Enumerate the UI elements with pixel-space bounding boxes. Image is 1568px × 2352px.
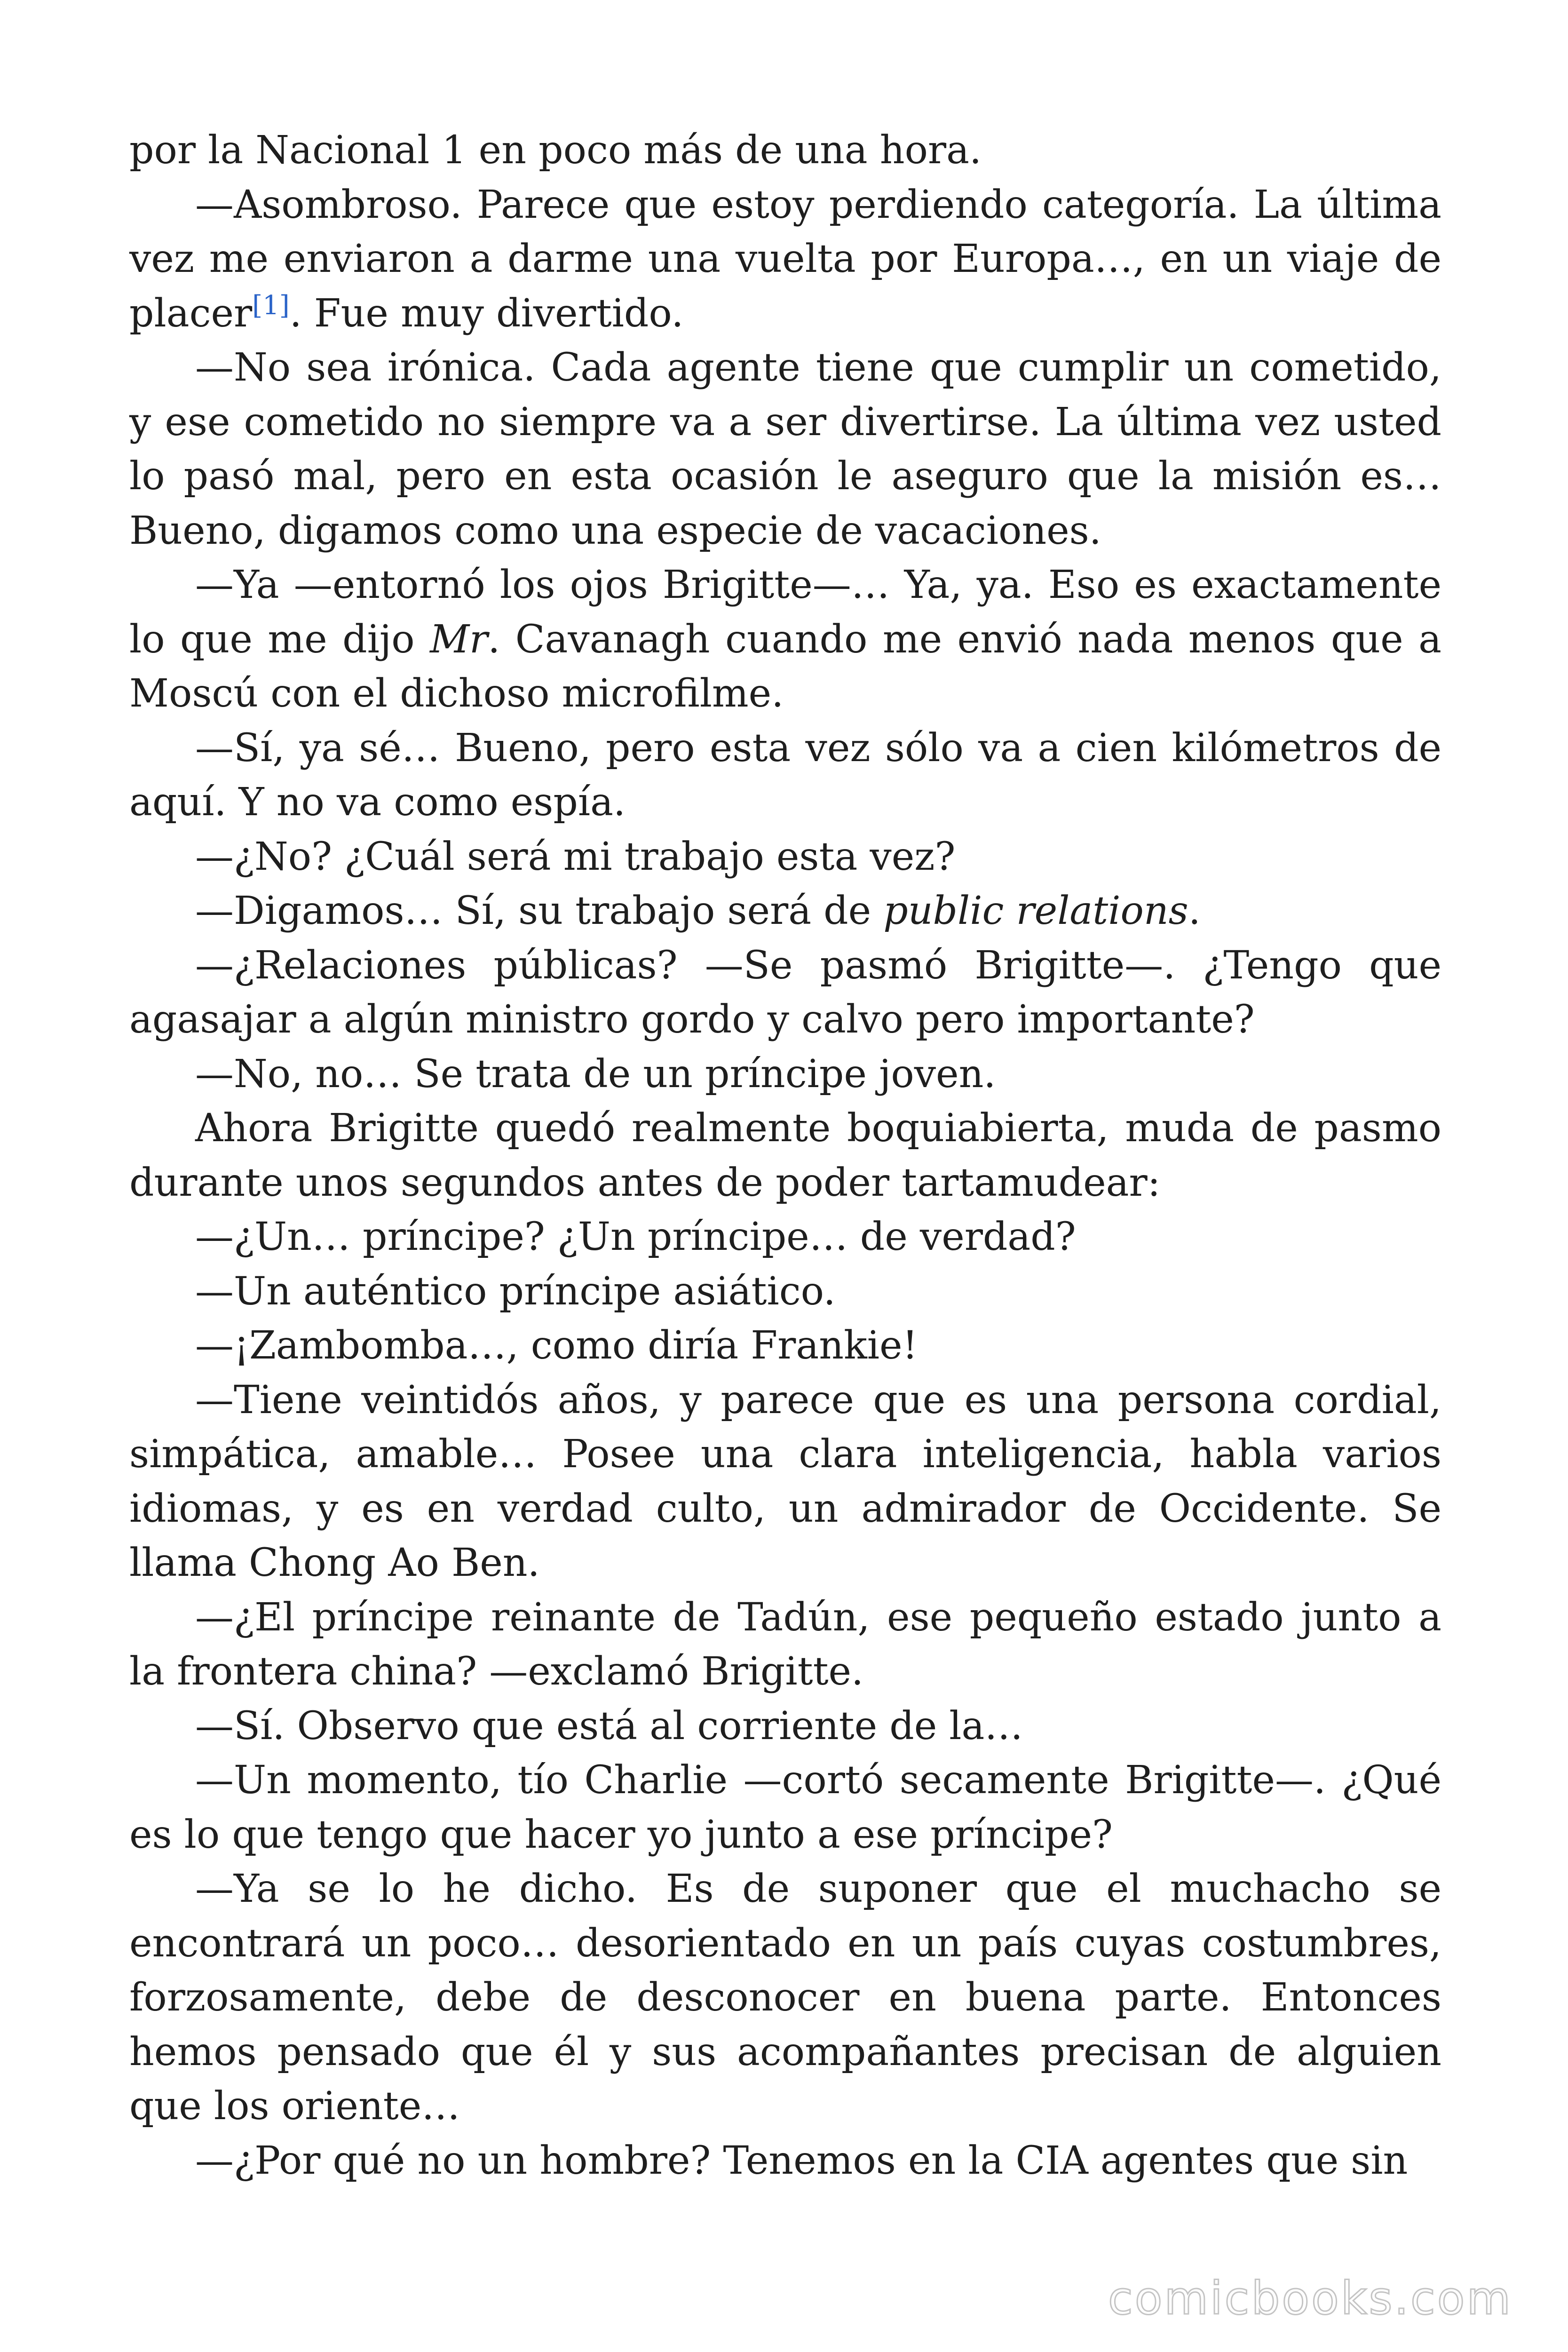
paragraph: —Tiene veintidós años, y parece que es una persona cordial, simpática, amable… Posee una clara inteligencia, habla varios idiomas, y es en verdad culto, un admirador de Occidente. Se llama Chong Ao Ben.	[129, 1377, 1441, 1585]
paragraph: por la Nacional 1 en poco más de una hora.	[129, 128, 982, 173]
paragraph: —No sea irónica. Cada agente tiene que cumplir un cometido, y ese cometido no siempre va a ser divertirse. La última vez usted lo pasó mal, pero en esta ocasión le aseguro que la misión es… Bueno, digamos como una especie de vacaciones.	[129, 345, 1441, 553]
paragraph: —¿Relaciones públicas? —Se pasmó Brigitte—. ¿Tengo que agasajar a algún ministro gordo y calvo pero importante?	[129, 943, 1441, 1042]
paragraph: —¿No? ¿Cuál será mi trabajo esta vez?	[195, 834, 956, 879]
paragraph: —No, no… Se trata de un príncipe joven.	[195, 1051, 996, 1097]
italic-text: public relations	[883, 889, 1188, 933]
paragraph: —¡Zambomba…, como diría Frankie!	[195, 1323, 918, 1368]
watermark-logo: comicbooks.com	[1108, 2272, 1513, 2325]
paragraph: —Sí, ya sé… Bueno, pero esta vez sólo va a cien kilómetros de aquí. Y no va como espía.	[129, 725, 1441, 825]
paragraph: —¿Por qué no un hombre? Tenemos en la CIA agentes que sin	[195, 2138, 1408, 2183]
footnote-link[interactable]: [1]	[252, 290, 290, 321]
italic-text: Mr	[430, 617, 488, 662]
paragraph: —¿Un… príncipe? ¿Un príncipe… de verdad?	[195, 1215, 1076, 1259]
paragraph: —Asombroso. Parece que estoy perdiendo categoría. La última vez me enviaron a darme una vuelta por Europa…, en un viaje de placer[1]. Fue muy divertido.	[129, 182, 1441, 336]
paragraph: —Ya se lo he dicho. Es de suponer que el muchacho se encontrará un poco… desorientado en un país cuyas costumbres, forzosamente, debe de desconocer en buena parte. Entonces hemos pensado que él y sus acompañantes precisan de alguien que los oriente…	[129, 1867, 1441, 2129]
paragraph: —Sí. Observo que está al corriente de la…	[195, 1703, 1023, 1748]
paragraph: —Digamos… Sí, su trabajo será de public relations.	[195, 889, 1201, 933]
paragraph: —¿El príncipe reinante de Tadún, ese pequeño estado junto a la frontera china? —exclamó Brigitte.	[129, 1595, 1441, 1694]
paragraph: Ahora Brigitte quedó realmente boquiabierta, muda de pasmo durante unos segundos antes de poder tartamudear:	[129, 1106, 1441, 1205]
paragraph: —Ya —entornó los ojos Brigitte—… Ya, ya. Eso es exactamente lo que me dijo Mr. Cavanagh cuando me envió nada menos que a Moscú con el dichoso microfilme.	[129, 563, 1441, 716]
paragraph: —Un auténtico príncipe asiático.	[195, 1269, 836, 1314]
paragraph: —Un momento, tío Charlie —cortó secamente Brigitte—. ¿Qué es lo que tengo que hacer yo junto a ese príncipe?	[129, 1758, 1441, 1857]
body-text	[129, 123, 1441, 2188]
